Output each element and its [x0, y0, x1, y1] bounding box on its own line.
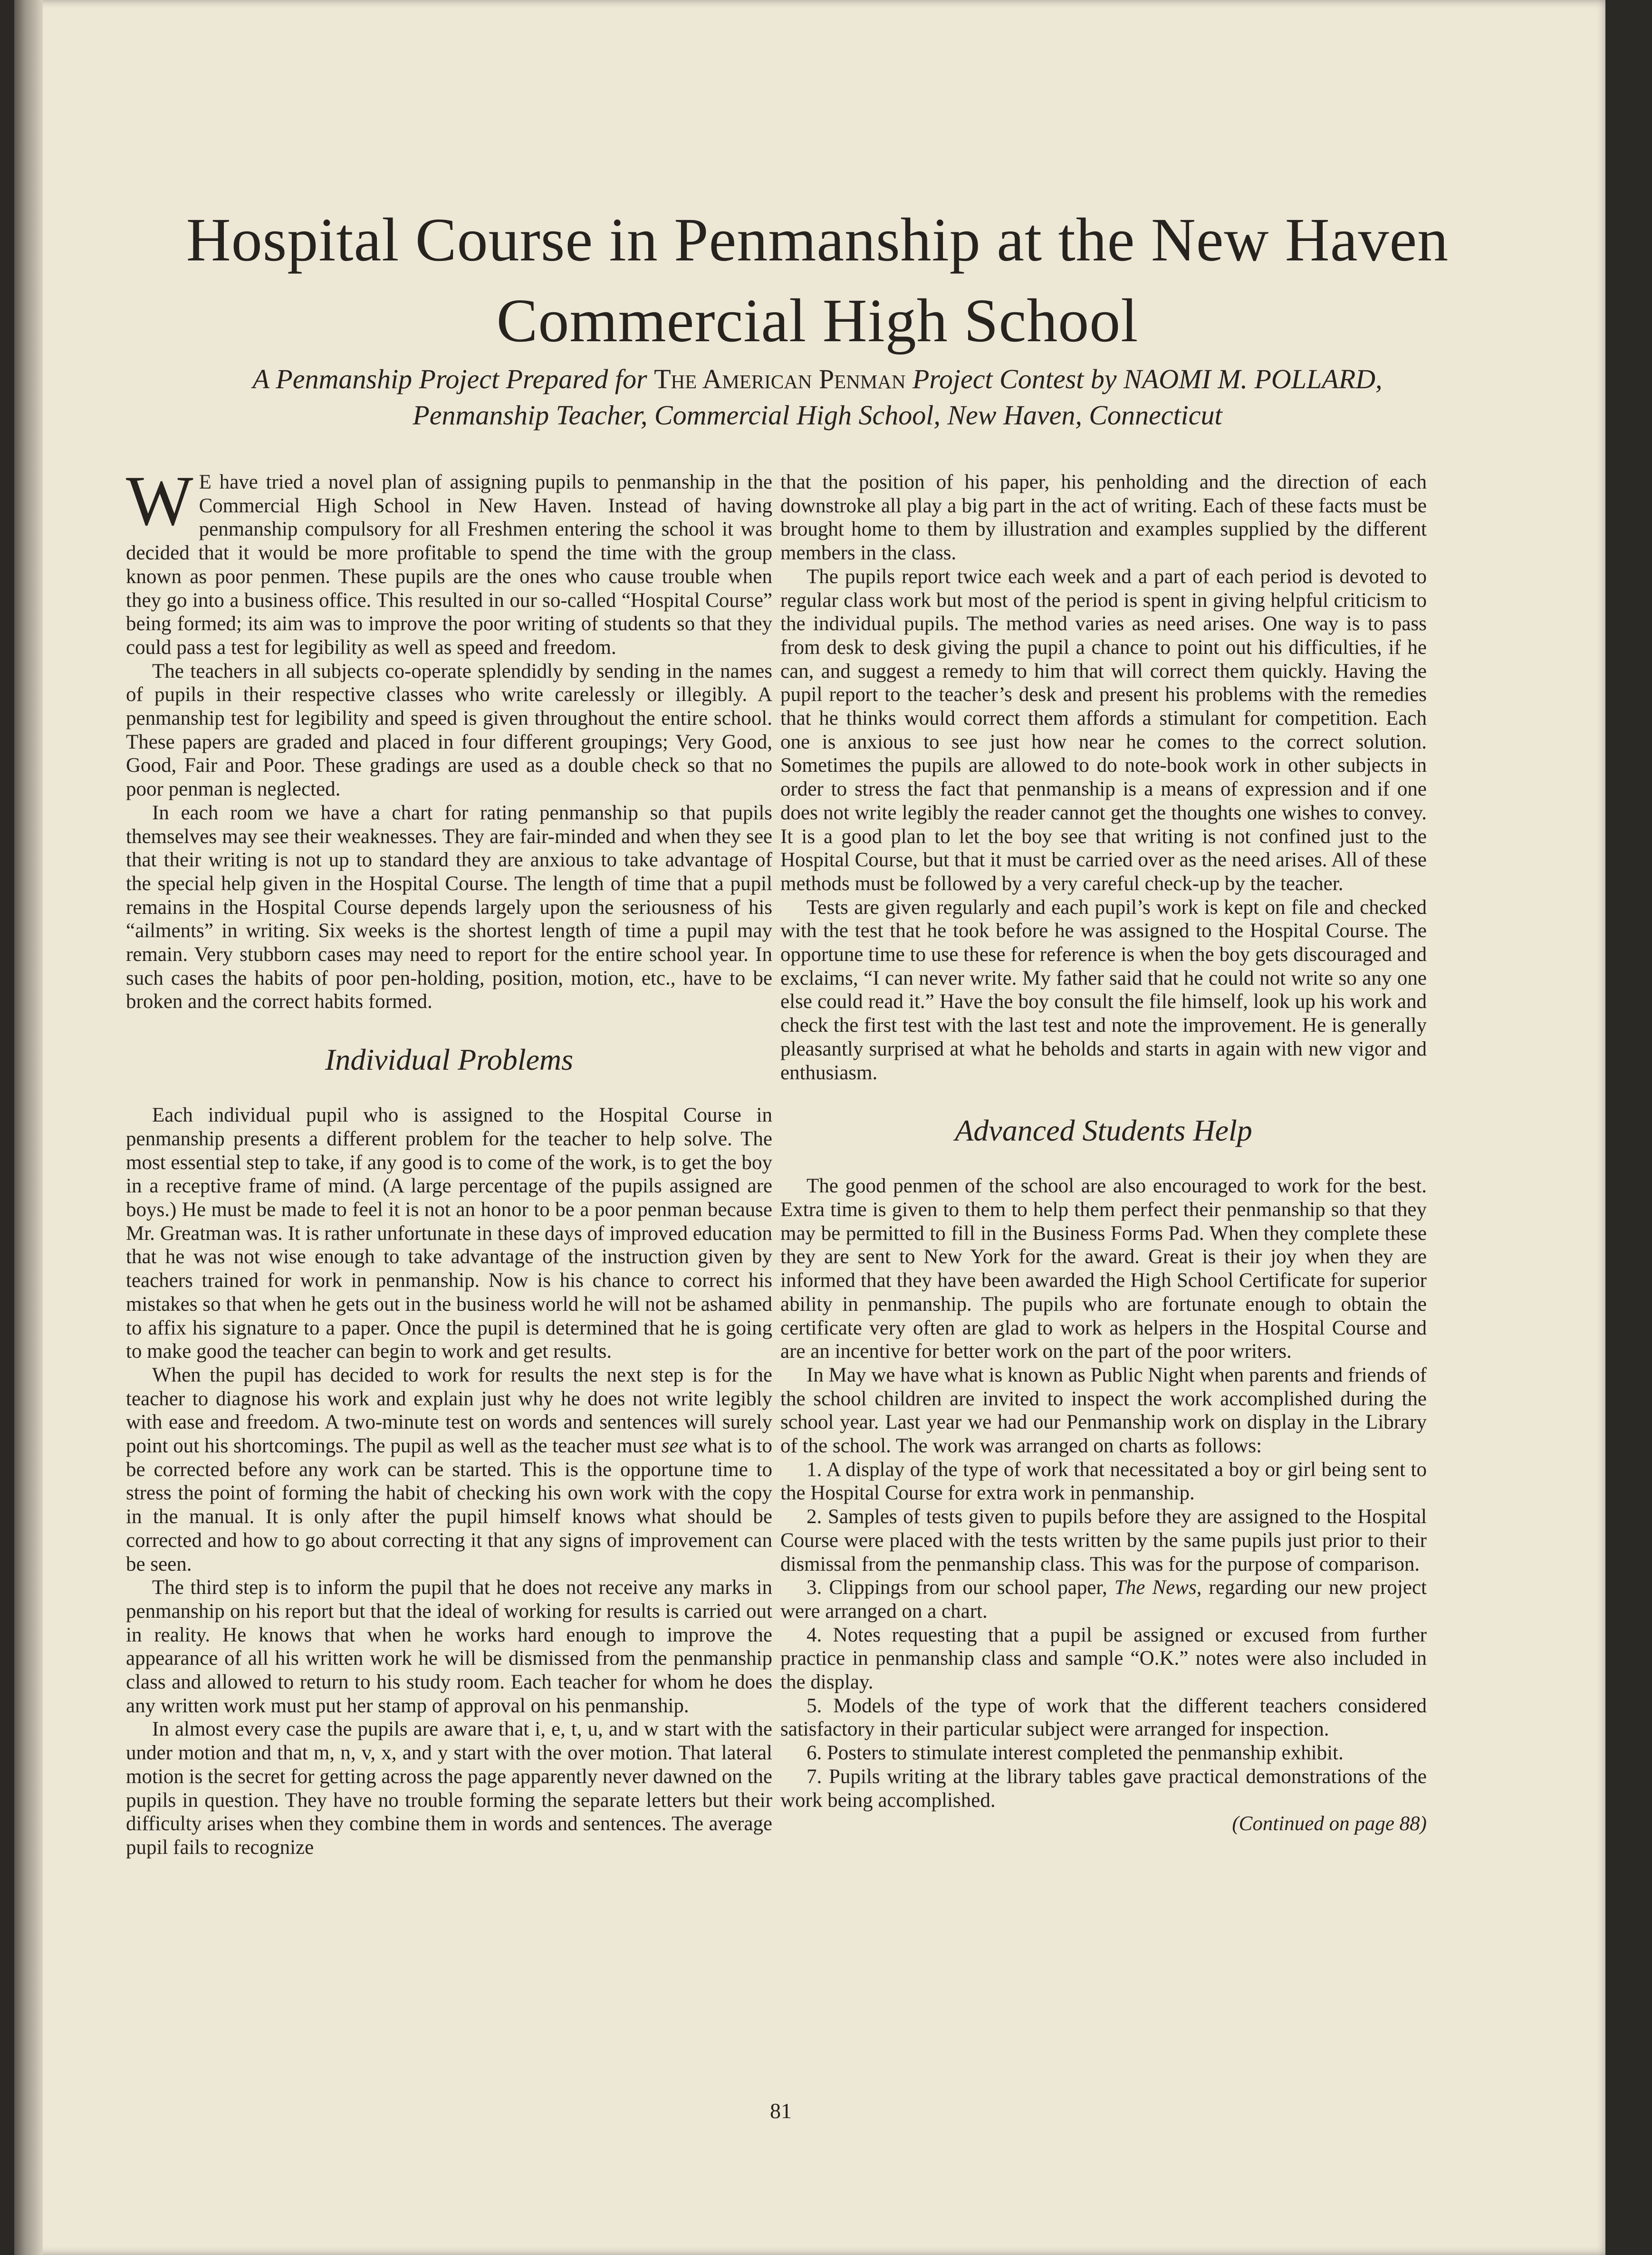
article-title: Hospital Course in Penmanship at the New Haven Commercial High School	[186, 206, 1449, 355]
section-heading-individual-problems: Individual Problems	[325, 1043, 573, 1077]
byline-line2: Penmanship Teacher, Commercial High School, New Haven, Connecticut	[413, 400, 1222, 431]
paragraph	[126, 1363, 772, 1576]
article-byline	[109, 361, 1526, 433]
byline-magazine: The American Penman	[654, 364, 906, 394]
list-item	[780, 1576, 1427, 1623]
list-item: 6. Posters to stimulate interest completed the penmanship exhibit.	[807, 1742, 1344, 1765]
paragraph: The third step is to inform the pupil that he does not receive any marks in penmanship on his report but that the ideal of working for results is carried out in reality. He knows that when he works hard enough to improve the appearance of all his written work he will be dismissed from the penmanship class and allowed to return to his study room. Each teacher for whom he does any written work must put her stamp of approval on his penmanship.	[126, 1576, 772, 1717]
byline-part2: Project Contest by NAOMI M. POLLARD,	[905, 364, 1383, 394]
paragraph: In each room we have a chart for rating penmanship so that pupils themselves may see their weaknesses. They are fair-minded and when they see that their writing is not up to standard they are anxious to take advantage of the special help given in the Hospital Course. The length of time that a pupil remains in the Hospital Course depends largely upon the seriousness of his “ailments” in writing. Six weeks is the shortest length of time a pupil may remain. Very stubborn cases may need to report for the entire school year. In such cases the habits of poor pen-holding, position, motion, etc., have to be broken and the correct habits formed.	[126, 801, 772, 1013]
right-column	[780, 470, 1427, 1836]
list-item-text: regarding our new project were arranged on a chart.	[780, 1576, 1427, 1622]
paragraph: Tests are given regularly and each pupil’s work is kept on file and checked with the test that he took before he was assigned to the Hospital Course. The opportune time to use these for reference is when the boy gets discouraged and exclaims, “I can never write. My father said that he could not write so any one else could read it.” Have the boy consult the file himself, look up his work and check the first test with the last test and note the improvement. He is generally pleasantly surprised at what he beholds and starts in again with new vigor and enthusiasm.	[780, 896, 1427, 1084]
paragraph: that the position of his paper, his penholding and the direction of each downstroke all play a big part in the act of writing. Each of these facts must be brought home to them by illustration and examples supplied by the different members in the class.	[780, 471, 1427, 565]
continued-note: (Continued on page 88)	[1232, 1813, 1427, 1835]
emphasis-text: see	[661, 1435, 688, 1458]
list-item: 2. Samples of tests given to pupils before they are assigned to the Hospital Course were placed with the tests written by the same pupils just prior to their dismissal from the penmanship class. This was for the purpose of comparison.	[780, 1506, 1427, 1575]
paragraph: The teachers in all subjects co-operate splendidly by sending in the names of pupils in their respective classes who write carelessly or illegibly. A penmanship test for legibility and speed is given throughout the entire school. These papers are graded and placed in four different groupings; Very Good, Good, Fair and Poor. These gradings are used as a double check so that no poor penman is neglected.	[126, 660, 772, 801]
left-column	[126, 461, 773, 1860]
list-item: 1. A display of the type of work that necessitated a boy or girl being sent to the Hospital Course for extra work in penmanship.	[780, 1458, 1427, 1505]
paragraph: Each individual pupil who is assigned to the Hospital Course in penmanship presents a different problem for the teacher to help solve. The most essential step to take, if any good is to come of the work, is to get the boy in a receptive frame of mind. (A large percentage of the pupils assigned are boys.) He must be made to feel it is not an honor to be a poor penman because Mr. Greatman was. It is rather unfortunate in these days of improved education that he was not wise enough to take advantage of the instruction given by teachers trained for work in penmanship. Now is his chance to correct his mistakes so that when he gets out in the business world he will not be ashamed to affix his signature to a paper. Once the pupil is determined that he is going to make good the teacher can begin to work and get results.	[126, 1104, 772, 1363]
list-item-text: 3. Clippings from our school paper,	[807, 1576, 1114, 1599]
paragraph: The good penmen of the school are also encouraged to work for the best. Extra time is given to them to help them perfect their penmanship so that they may be permitted to fill in the Business Forms Pad. When they complete these they are sent to New York for the award. Great is their joy when they are informed that they have been awarded the High School Certificate for superior ability in penmanship. The pupils who are fortunate enough to obtain the certificate very often are glad to work as helpers in the Hospital Course and are an incentive for better work on the part of the poor writers.	[780, 1175, 1427, 1363]
intro-text: E have tried a novel plan of assigning pupils to penmanship in the Commercial High School in New Haven. Instead of having penmanship compulsory for all Freshmen entering the school it was decided that it would be more profitable to spend the time with the group known as poor penmen. These pupils are the ones who cause trouble when they go into a business office. This resulted in our so-called “Hospital Course” being formed; its aim was to improve the poor writing of students so that they could pass a test for legibility as well as speed and freedom.	[126, 471, 772, 659]
newspaper-name: The News,	[1114, 1576, 1202, 1599]
paragraph-text: When the pupil has decided to work for results the next step is for the teacher to diagnose his work and explain just why he does not write legibly with ease and freedom. A two-minute test on words and sentences will surely point out his shortcomings. The pupil as well as the teacher must	[126, 1363, 772, 1458]
intro-paragraph	[126, 461, 772, 660]
page-spine-shadow	[14, 0, 43, 2255]
paragraph: In almost every case the pupils are aware that i, e, t, u, and w start with the under motion and that m, n, v, x, and y start with the over motion. That lateral motion is the secret for getting across the page apparently never dawned on the pupils in question. They have no trouble forming the separate letters but their difficulty arises when they combine them in words and sentences. The average pupil fails to recognize	[126, 1718, 773, 1859]
paragraph-text: what is to be corrected before any work can be started. This is the opportune time to stress the point of forming the habit of checking his own work with the copy in the manual. It is only after the pupil himself knows what should be corrected and how to go about correcting it that any signs of improvement can be seen.	[126, 1435, 772, 1575]
section-heading-advanced-students: Advanced Students Help	[955, 1113, 1252, 1148]
list-item: 7. Pupils writing at the library tables gave practical demonstrations of the work being accomplished.	[780, 1765, 1427, 1812]
byline-part1: A Penmanship Project Prepared for	[252, 364, 654, 394]
drop-cap: W	[126, 461, 193, 540]
magazine-page	[14, 0, 1605, 2255]
paragraph: The pupils report twice each week and a part of each period is devoted to regular class work but most of the period is spent in giving helpful criticism to the individual pupils. The method varies as need arises. One way is to pass from desk to desk giving the pupil a chance to point out his difficulties, if he can, and suggest a remedy to him that will correct them quickly. Having the pupil report to the teacher’s desk and present his problems with the remedies that he thinks would correct them affords a stimulant for competition. Each one is anxious to see just how near he comes to the correct solution. Sometimes the pupils are allowed to do note-book work in other subjects in order to stress the fact that penmanship is a means of expression and if one does not write legibly the reader cannot get the thoughts one wishes to convey. It is a good plan to let the boy see that writing is not confined just to the Hospital Course, but that it must be carried over as the need arises. All of these methods must be followed by a very careful check-up by the teacher.	[780, 565, 1427, 895]
paragraph: In May we have what is known as Public Night when parents and friends of the school children are invited to inspect the work accomplished during the school year. Last year we had our Penmanship work on display in the Library of the school. The work was arranged on charts as follows:	[780, 1363, 1427, 1458]
list-item: 5. Models of the type of work that the different teachers considered satisfactory in their particular subject were arranged for inspection.	[780, 1694, 1427, 1741]
list-item: 4. Notes requesting that a pupil be assigned or excused from further practice in penmanship class and sample “O.K.” notes were also included in the display.	[780, 1623, 1427, 1694]
page-number: 81	[770, 2099, 792, 2123]
